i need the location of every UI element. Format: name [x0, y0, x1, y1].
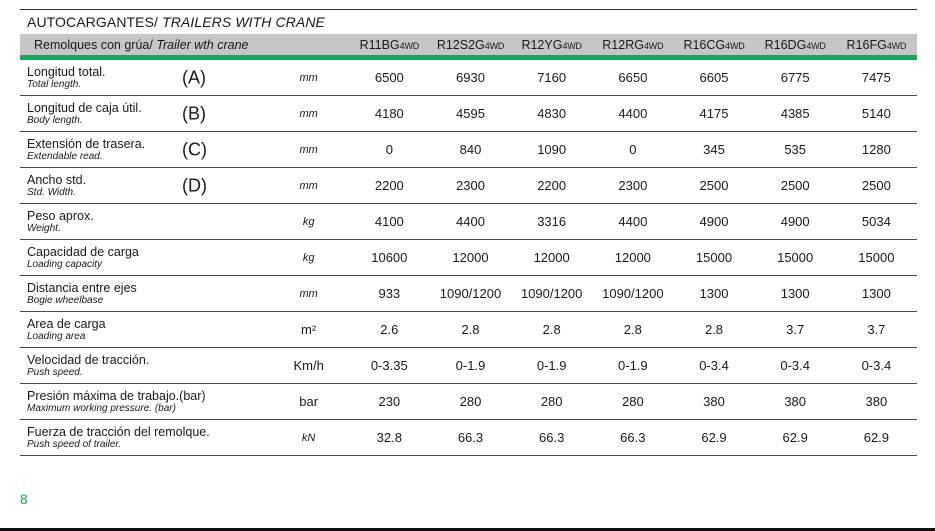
row-label-es: Longitud total.: [27, 64, 106, 79]
cell-value: 32.8: [349, 420, 430, 456]
row-unit: mm: [269, 132, 349, 168]
cell-value: 280: [592, 384, 673, 420]
cell-value: 66.3: [592, 420, 673, 456]
cell-value: 3.7: [755, 312, 836, 348]
row-unit: kN: [269, 420, 349, 456]
model-header: R12S2G4WD: [430, 34, 511, 58]
row-label-en: Total length.: [27, 78, 82, 90]
row-label-es: Area de carga: [27, 316, 106, 331]
row-label-en: Push speed.: [27, 366, 83, 378]
table-row: [20, 58, 917, 96]
cell-value: 4595: [430, 96, 511, 132]
cell-value: 7160: [511, 58, 592, 96]
cell-value: 280: [511, 384, 592, 420]
cell-value: 5034: [836, 204, 917, 240]
model-header: R12RG4WD: [592, 34, 673, 58]
page-title: [27, 14, 325, 30]
model-header: R16CG4WD: [673, 34, 754, 58]
table-row: [20, 348, 917, 384]
cell-value: 1300: [673, 276, 754, 312]
cell-value: 0-3.4: [673, 348, 754, 384]
row-label-es: Capacidad de carga: [27, 244, 139, 259]
cell-value: 15000: [755, 240, 836, 276]
cell-value: 2.8: [430, 312, 511, 348]
cell-value: 380: [836, 384, 917, 420]
row-label-en: Weight.: [27, 222, 61, 234]
row-label-en: Maximum working pressure. (bar): [27, 402, 176, 414]
cell-value: 66.3: [511, 420, 592, 456]
cell-value: 4830: [511, 96, 592, 132]
row-label-es: Fuerza de tracción del remolque.: [27, 424, 210, 439]
row-label: [20, 204, 269, 240]
cell-value: 535: [755, 132, 836, 168]
row-unit: mm: [269, 96, 349, 132]
cell-value: 0-3.35: [349, 348, 430, 384]
row-label-en: Bogie wheelbase: [27, 294, 104, 306]
cell-value: 10600: [349, 240, 430, 276]
cell-value: 933: [349, 276, 430, 312]
cell-value: 6605: [673, 58, 754, 96]
cell-value: 2200: [511, 168, 592, 204]
row-label: [20, 58, 269, 96]
table-row: [20, 240, 917, 276]
cell-value: 2300: [592, 168, 673, 204]
row-label: [20, 132, 269, 168]
dimension-code: (B): [182, 103, 206, 123]
cell-value: 345: [673, 132, 754, 168]
row-label-en: Push speed of trailer.: [27, 438, 122, 450]
cell-value: 1090: [511, 132, 592, 168]
row-unit: m²: [269, 312, 349, 348]
cell-value: 230: [349, 384, 430, 420]
table-row: [20, 168, 917, 204]
cell-value: 2.8: [592, 312, 673, 348]
row-label-es: Extensión de trasera.: [27, 136, 146, 151]
row-label-es: Velocidad de tracción.: [27, 352, 150, 367]
row-label-en: Std. Width.: [27, 186, 76, 198]
header-label-en: Trailer wth crane: [156, 37, 249, 52]
dimension-code: (C): [182, 139, 207, 159]
cell-value: 15000: [673, 240, 754, 276]
row-label-es: Distancia entre ejes: [27, 280, 137, 295]
dimension-code: (D): [182, 175, 207, 195]
cell-value: 2.6: [349, 312, 430, 348]
top-rule: [20, 9, 917, 10]
table-row: [20, 132, 917, 168]
cell-value: 380: [673, 384, 754, 420]
model-header: R16DG4WD: [755, 34, 836, 58]
row-label-en: Loading capacity: [27, 258, 103, 270]
model-header: R11BG4WD: [349, 34, 430, 58]
cell-value: 0-3.4: [755, 348, 836, 384]
row-unit: Km/h: [269, 348, 349, 384]
cell-value: 6930: [430, 58, 511, 96]
row-label-en: Extendable read.: [27, 150, 103, 162]
row-unit: bar: [269, 384, 349, 420]
cell-value: 4900: [673, 204, 754, 240]
row-label: [20, 276, 269, 312]
table-row: [20, 204, 917, 240]
cell-value: 4385: [755, 96, 836, 132]
cell-value: 1280: [836, 132, 917, 168]
row-unit: mm: [269, 276, 349, 312]
table-header-row: [20, 34, 917, 58]
cell-value: 4900: [755, 204, 836, 240]
cell-value: 2.8: [673, 312, 754, 348]
cell-value: 2200: [349, 168, 430, 204]
cell-value: 66.3: [430, 420, 511, 456]
header-label: [20, 34, 349, 58]
row-label: [20, 240, 269, 276]
cell-value: 62.9: [755, 420, 836, 456]
cell-value: 1090/1200: [511, 276, 592, 312]
cell-value: 3.7: [836, 312, 917, 348]
cell-value: 4400: [592, 204, 673, 240]
cell-value: 3316: [511, 204, 592, 240]
row-label: [20, 384, 269, 420]
cell-value: 280: [430, 384, 511, 420]
row-unit: kg: [269, 240, 349, 276]
cell-value: 0: [592, 132, 673, 168]
cell-value: 4175: [673, 96, 754, 132]
row-label-es: Peso aprox.: [27, 208, 94, 223]
cell-value: 62.9: [673, 420, 754, 456]
row-label-en: Body length.: [27, 114, 83, 126]
cell-value: 12000: [430, 240, 511, 276]
cell-value: 4400: [430, 204, 511, 240]
cell-value: 0-1.9: [430, 348, 511, 384]
cell-value: 5140: [836, 96, 917, 132]
row-label: [20, 168, 269, 204]
row-unit: mm: [269, 58, 349, 96]
row-label: [20, 312, 269, 348]
cell-value: 6775: [755, 58, 836, 96]
row-label: [20, 348, 269, 384]
cell-value: 2500: [673, 168, 754, 204]
row-label: [20, 420, 269, 456]
row-label-es: Longitud de caja útil.: [27, 100, 142, 115]
specs-table: [20, 34, 917, 456]
cell-value: 4100: [349, 204, 430, 240]
cell-value: 2500: [755, 168, 836, 204]
model-header: R12YG4WD: [511, 34, 592, 58]
title-en: TRAILERS WITH CRANE: [162, 14, 325, 30]
cell-value: 0-3.4: [836, 348, 917, 384]
dimension-code: (A): [182, 67, 206, 87]
row-label-es: Ancho std.: [27, 172, 87, 187]
cell-value: 1090/1200: [430, 276, 511, 312]
header-label-es: Remolques con grúa/: [34, 37, 153, 52]
cell-value: 6650: [592, 58, 673, 96]
model-header: R16FG4WD: [836, 34, 917, 58]
cell-value: 1300: [836, 276, 917, 312]
row-label-en: Loading area: [27, 330, 86, 342]
table-row: [20, 312, 917, 348]
cell-value: 0-1.9: [592, 348, 673, 384]
page-number: 8: [20, 491, 28, 507]
cell-value: 6500: [349, 58, 430, 96]
cell-value: 2300: [430, 168, 511, 204]
cell-value: 12000: [592, 240, 673, 276]
cell-value: 62.9: [836, 420, 917, 456]
cell-value: 7475: [836, 58, 917, 96]
table-row: [20, 420, 917, 456]
cell-value: 1090/1200: [592, 276, 673, 312]
cell-value: 12000: [511, 240, 592, 276]
title-es: AUTOCARGANTES/: [27, 14, 159, 30]
cell-value: 2500: [836, 168, 917, 204]
row-unit: mm: [269, 168, 349, 204]
table-row: [20, 276, 917, 312]
table-row: [20, 384, 917, 420]
cell-value: 4180: [349, 96, 430, 132]
row-label-es: Presión máxima de trabajo.(bar): [27, 388, 206, 403]
cell-value: 2.8: [511, 312, 592, 348]
row-label: [20, 96, 269, 132]
cell-value: 1300: [755, 276, 836, 312]
cell-value: 0: [349, 132, 430, 168]
row-unit: kg: [269, 204, 349, 240]
cell-value: 0-1.9: [511, 348, 592, 384]
cell-value: 840: [430, 132, 511, 168]
table-row: [20, 96, 917, 132]
cell-value: 15000: [836, 240, 917, 276]
cell-value: 4400: [592, 96, 673, 132]
cell-value: 380: [755, 384, 836, 420]
